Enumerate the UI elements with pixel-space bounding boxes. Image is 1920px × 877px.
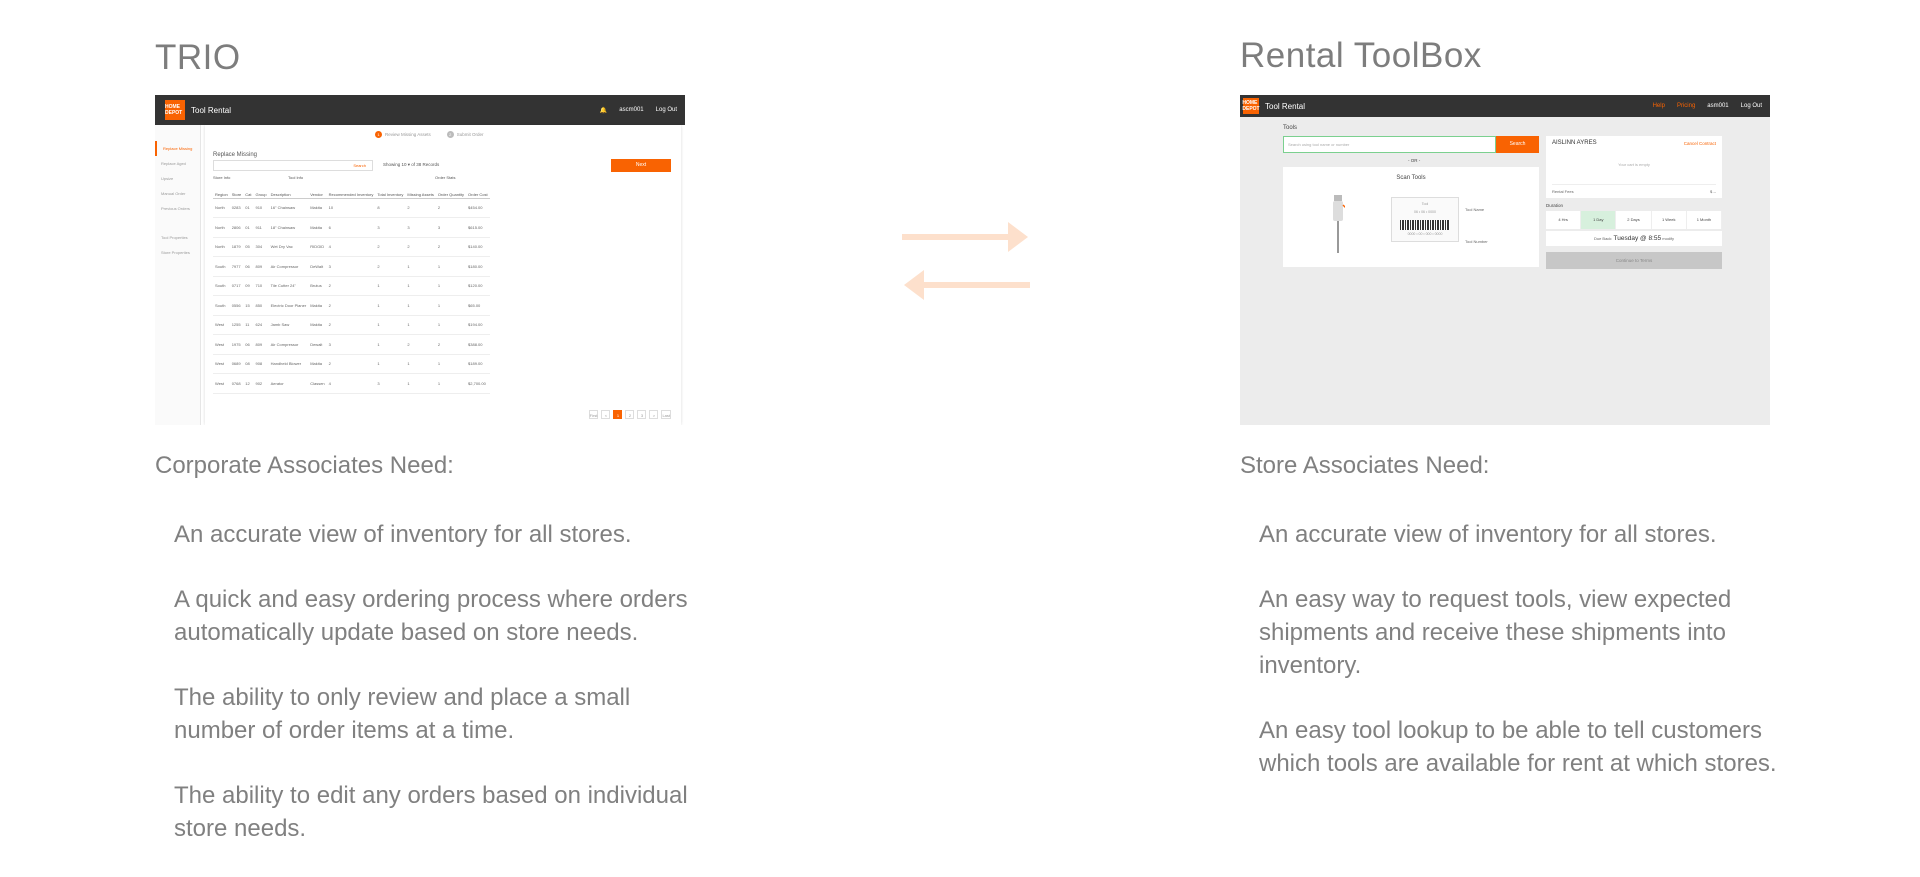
table-cell: 0717	[230, 276, 244, 296]
trio-main	[205, 125, 681, 425]
rental-fees-value: $ --	[1710, 189, 1716, 194]
toolbox-need-label: Store Associates Need:	[1240, 452, 1490, 479]
or-divider: - OR -	[1408, 158, 1421, 163]
table-cell: West	[213, 315, 230, 335]
duration-selector	[1546, 211, 1722, 229]
column-header: Missing Assets	[405, 180, 435, 198]
table-cell: 3	[375, 218, 405, 238]
column-header: Region	[213, 180, 230, 198]
cart-empty-text: Your cart is empty	[1618, 162, 1650, 167]
table-cell: 3	[405, 218, 435, 238]
step-1: 1 Review Missing Assets	[375, 131, 431, 138]
table-cell: 1	[405, 296, 435, 316]
table-cell: 1	[436, 296, 466, 316]
app-title: Tool Rental	[191, 105, 232, 115]
table-cell: 2	[327, 354, 376, 374]
table-cell: 01	[243, 198, 253, 218]
table-cell: 0689	[230, 354, 244, 374]
table-cell: 1	[405, 354, 435, 374]
table-cell: 15	[243, 296, 253, 316]
table-row	[213, 335, 490, 355]
tool-name-caption: Tool Name	[1465, 207, 1485, 212]
table-cell: West	[213, 374, 230, 394]
table-cell: 0283	[230, 198, 244, 218]
table-cell: 2	[327, 276, 376, 296]
logo-icon: HOME DEPOT	[165, 100, 185, 120]
table-cell: 1	[375, 335, 405, 355]
table-cell: North	[213, 218, 230, 238]
table-cell: 2	[375, 257, 405, 277]
sidebar-item: Replace Aged	[161, 161, 186, 166]
table-cell: 2	[436, 237, 466, 257]
table-cell: 1	[436, 315, 466, 335]
trio-need-label: Corporate Associates Need:	[155, 452, 454, 479]
toolbox-needs-list	[1259, 518, 1789, 812]
drill-icon	[1331, 195, 1345, 255]
duration-option: 2 Days	[1616, 211, 1651, 229]
need-item: An easy tool lookup to be able to tell customers which tools are available for rent at which stores.	[1259, 717, 1777, 777]
need-item: The ability to edit any orders based on individual store needs.	[174, 782, 688, 842]
table-cell: 1	[436, 374, 466, 394]
search-input: Search	[213, 160, 373, 171]
column-header: Order Cost	[466, 180, 490, 198]
table-cell: 1	[375, 354, 405, 374]
app-title: Tool Rental	[1265, 101, 1306, 111]
rental-fees-label: Rental Fees	[1552, 189, 1574, 194]
group-tool-info: Tool Info	[288, 175, 304, 180]
table-cell: 2	[327, 296, 376, 316]
table-cell: Makita	[308, 218, 326, 238]
nav-user: asm001	[1707, 103, 1729, 109]
table-cell: $2,700.00	[466, 374, 490, 394]
table-cell: West	[213, 335, 230, 355]
table-cell: Handheld Blower	[269, 354, 309, 374]
table-cell: North	[213, 237, 230, 257]
table-cell: 1	[405, 276, 435, 296]
table-cell: 1	[436, 257, 466, 277]
table-cell: Makita	[308, 296, 326, 316]
stepper	[375, 131, 484, 138]
toolbox-screenshot	[1240, 95, 1770, 425]
table-cell: 4	[327, 237, 376, 257]
sidebar-item: Upsize	[161, 176, 174, 181]
table-cell: 902	[253, 374, 268, 394]
table-cell: South	[213, 276, 230, 296]
table-cell: 2	[405, 237, 435, 257]
table-cell: 16" Chainsaw	[269, 198, 309, 218]
table-cell: 911	[253, 218, 268, 238]
table-cell: 910	[253, 198, 268, 218]
records-count: Showing 10 ▾ of 38 Records	[383, 162, 440, 167]
table-cell: Classen	[308, 374, 326, 394]
table-cell: 1879	[230, 237, 244, 257]
sidebar-item: Tool Properties	[161, 235, 188, 240]
table-row	[213, 374, 490, 394]
barcode-text: 0000 • 00 • 000 • 0000	[1407, 232, 1443, 236]
table-cell: $180.00	[466, 257, 490, 277]
pager-item: Last	[661, 410, 671, 419]
table-row	[213, 257, 490, 277]
table-cell: 6	[327, 218, 376, 238]
table-cell: $140.00	[466, 237, 490, 257]
table-cell: 7977	[230, 257, 244, 277]
table-cell: 2	[436, 335, 466, 355]
trio-topbar	[155, 95, 685, 125]
user-name: ascm001	[619, 107, 644, 113]
table-cell: 1	[375, 315, 405, 335]
table-cell: 850	[253, 296, 268, 316]
table-cell: 809	[253, 257, 268, 277]
toolbox-topbar	[1240, 95, 1770, 117]
table-cell: 809	[253, 335, 268, 355]
column-header: Order Quantity	[436, 180, 466, 198]
table-cell: 05	[243, 237, 253, 257]
rental-fees-row	[1552, 184, 1716, 194]
sidebar-item: Store Properties	[161, 250, 190, 255]
pager-item: >	[649, 410, 658, 419]
nav-logout: Log Out	[1740, 103, 1762, 109]
cart-panel	[1546, 136, 1722, 198]
need-item: An accurate view of inventory for all stores.	[1259, 521, 1717, 548]
table-cell: 12	[243, 374, 253, 394]
table-cell: 1	[436, 354, 466, 374]
column-header: Total Inventory	[375, 180, 405, 198]
table-cell: 4	[327, 374, 376, 394]
table-cell: $194.00	[466, 315, 490, 335]
table-cell: Air Compressor	[269, 257, 309, 277]
table-cell: South	[213, 257, 230, 277]
table-cell: 0556	[230, 296, 244, 316]
pager-item: 2	[625, 410, 634, 419]
due-back-label: Due Back:	[1593, 236, 1613, 241]
trio-topbar-right	[600, 107, 685, 114]
step-2: 2 Submit Order	[447, 131, 484, 138]
table-cell: 09	[243, 276, 253, 296]
table-cell: $65.00	[466, 296, 490, 316]
need-item: A quick and easy ordering process where orders automatically update based on store needs.	[174, 586, 688, 646]
table-cell: 3	[327, 335, 376, 355]
table-cell: Makita	[308, 315, 326, 335]
column-header: Group	[253, 180, 268, 198]
label-number: 06 • 06 • 0000	[1414, 210, 1436, 214]
table-cell: 10	[327, 198, 376, 218]
label-text: Tool	[1421, 202, 1429, 206]
table-cell: 2806	[230, 218, 244, 238]
tool-number-caption: Tool Number	[1465, 239, 1488, 244]
duration-label: Duration	[1546, 203, 1564, 208]
section-title: Replace Missing	[213, 152, 258, 158]
customer-name: AISLINN AYRES	[1552, 140, 1597, 146]
table-cell: 11	[243, 315, 253, 335]
group-order-stats: Order Stats	[435, 175, 456, 180]
pager-item: 3	[637, 410, 646, 419]
table-cell: Electric Door Planer	[269, 296, 309, 316]
table-row	[213, 315, 490, 335]
continue-button: Continue to Terms	[1546, 252, 1722, 269]
table-cell: DeWalt	[308, 257, 326, 277]
logout-link: Log Out	[655, 107, 677, 113]
table-cell: 1975	[230, 335, 244, 355]
table-cell: 1255	[230, 315, 244, 335]
table-cell: 08	[243, 354, 253, 374]
need-item: The ability to only review and place a small number of order items at a time.	[174, 684, 631, 744]
column-header: Store	[230, 180, 244, 198]
search-button: Search	[1496, 136, 1539, 153]
table-cell: Air Compressor	[269, 335, 309, 355]
table-cell: North	[213, 198, 230, 218]
table-cell: 2	[405, 335, 435, 355]
table-cell: Aerator	[269, 374, 309, 394]
table-cell: 1	[405, 257, 435, 277]
table-cell: South	[213, 296, 230, 316]
table-cell: Brutus	[308, 276, 326, 296]
tool-label-sticker	[1391, 197, 1459, 242]
table-cell: Tile Cutter 24"	[269, 276, 309, 296]
sidebar-item: Replace Missing	[155, 141, 200, 156]
table-cell: West	[213, 354, 230, 374]
table-cell: Makita	[308, 198, 326, 218]
cancel-contract-link: Cancel Contract	[1683, 141, 1716, 146]
table-cell: 1	[375, 296, 405, 316]
table-cell: Makita	[308, 354, 326, 374]
orders-table	[213, 180, 490, 394]
table-cell: $189.00	[466, 354, 490, 374]
table-cell: 2	[436, 198, 466, 218]
table-cell: $615.00	[466, 218, 490, 238]
need-item: An accurate view of inventory for all stores.	[174, 521, 632, 548]
column-header: Vendor	[308, 180, 326, 198]
group-store-info: Store Info	[213, 175, 231, 180]
trio-needs-list	[174, 518, 704, 877]
table-cell: 3	[436, 218, 466, 238]
tool-search-input: Search using tool name or number	[1283, 136, 1496, 153]
next-button: Next	[611, 159, 671, 172]
barcode-icon	[1400, 220, 1450, 230]
trio-sidebar	[155, 125, 201, 425]
nav-pricing: Pricing	[1676, 103, 1696, 109]
duration-option: 4 Hrs	[1546, 211, 1581, 229]
need-item: An easy way to request tools, view expected shipments and receive these shipments into inventory.	[1259, 586, 1732, 679]
bell-icon: 🔔	[599, 107, 608, 114]
table-cell: RIDGID	[308, 237, 326, 257]
scan-title: Scan Tools	[1396, 175, 1426, 181]
table-cell: 304	[253, 237, 268, 257]
tools-label: Tools	[1283, 125, 1298, 131]
table-cell: 06	[243, 257, 253, 277]
table-cell: 01	[243, 218, 253, 238]
table-cell: $454.00	[466, 198, 490, 218]
table-cell: $388.00	[466, 335, 490, 355]
table-cell: 2	[327, 315, 376, 335]
table-cell: Jamb Saw	[269, 315, 309, 335]
table-row	[213, 354, 490, 374]
table-cell: 710	[253, 276, 268, 296]
due-back	[1546, 231, 1722, 246]
table-cell: 1	[436, 276, 466, 296]
table-cell: 8	[375, 198, 405, 218]
logo-icon: HOME DEPOT	[1242, 100, 1260, 112]
scan-tools-panel	[1283, 167, 1539, 267]
column-header: Recommended Inventory	[327, 180, 376, 198]
table-row	[213, 198, 490, 218]
table-row	[213, 218, 490, 238]
table-cell: 0768	[230, 374, 244, 394]
sidebar-item: Manual Order	[161, 191, 186, 196]
table-cell: 3	[375, 374, 405, 394]
toolbox-heading: Rental ToolBox	[1240, 36, 1482, 75]
pager-item: <	[601, 410, 610, 419]
exchange-arrows-icon	[900, 218, 1032, 304]
toolbox-nav	[1653, 103, 1770, 109]
column-header: Cat	[243, 180, 253, 198]
table-cell: 908	[253, 354, 268, 374]
nav-help: Help	[1652, 103, 1665, 109]
table-header	[213, 180, 490, 198]
table-cell: 2	[405, 198, 435, 218]
table-cell: 2	[375, 237, 405, 257]
duration-option: 1 Week	[1652, 211, 1687, 229]
pagination	[589, 410, 671, 419]
table-cell: 624	[253, 315, 268, 335]
pager-item: First	[589, 410, 599, 419]
column-header: Description	[269, 180, 309, 198]
table-cell: Dewalt	[308, 335, 326, 355]
due-back-value: Tuesday @ 8:55	[1613, 235, 1662, 242]
pager-item: 1	[613, 410, 622, 419]
table-cell: Wet Dry Vac	[269, 237, 309, 257]
table-cell: 1	[375, 276, 405, 296]
table-cell: 1	[405, 315, 435, 335]
table-cell: 3	[327, 257, 376, 277]
table-cell: $120.00	[466, 276, 490, 296]
trio-heading: TRIO	[155, 38, 241, 77]
due-back-modify: modify	[1662, 236, 1675, 241]
table-row	[213, 296, 490, 316]
table-row	[213, 276, 490, 296]
duration-option-selected: 1 Day	[1581, 211, 1616, 229]
table-cell: 18" Chainsaw	[269, 218, 309, 238]
trio-screenshot	[155, 95, 685, 425]
duration-option: 1 Month	[1687, 211, 1722, 229]
table-row	[213, 237, 490, 257]
sidebar-item: Previous Orders	[161, 206, 190, 211]
table-cell: 1	[405, 374, 435, 394]
table-cell: 06	[243, 335, 253, 355]
